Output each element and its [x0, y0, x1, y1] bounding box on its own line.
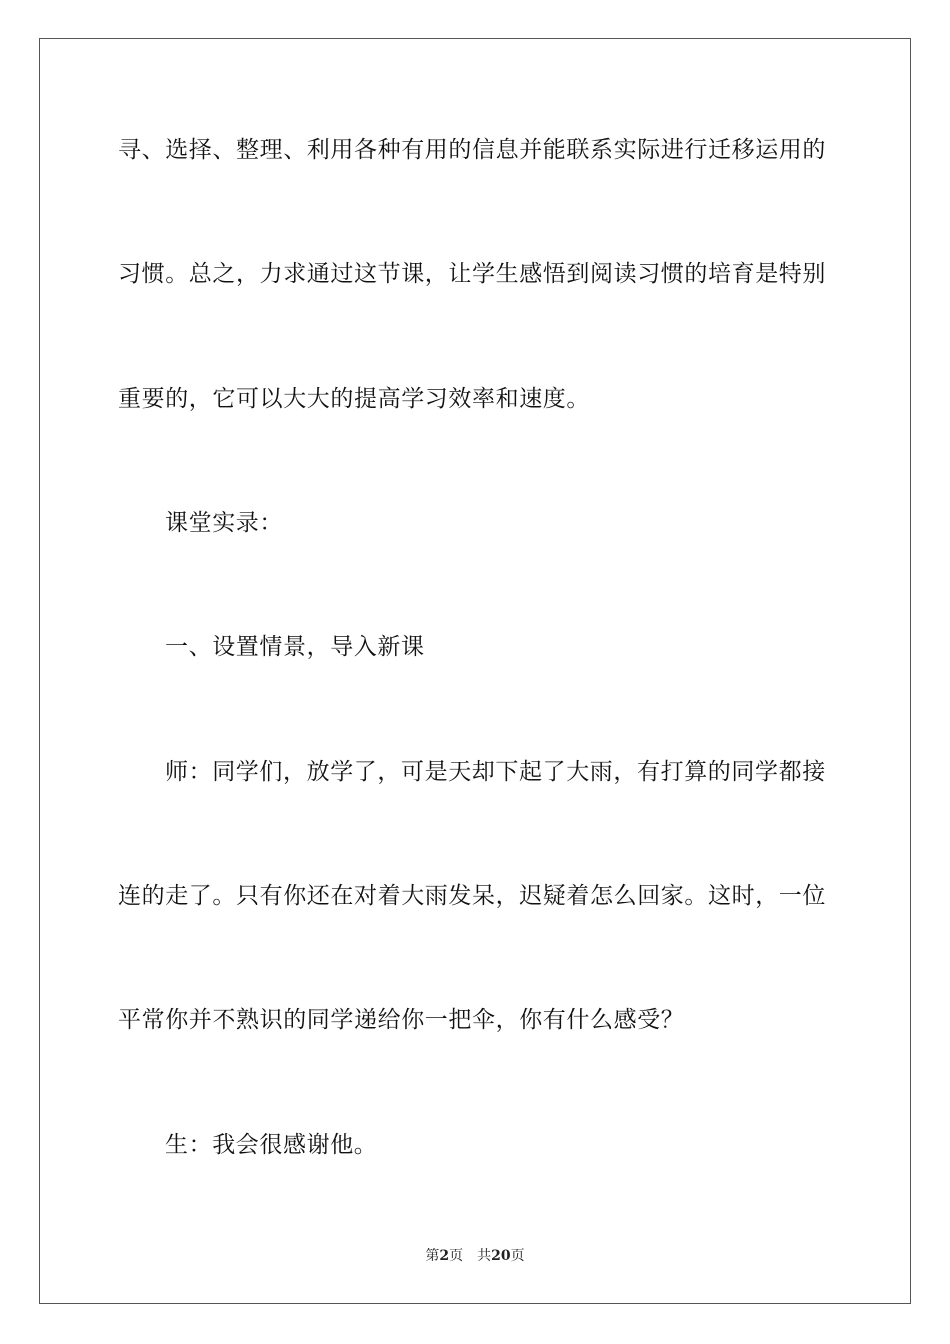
body-line-2: 习惯。总之，力求通过这节课，让学生感悟到阅读习惯的培育是特别	[118, 261, 826, 287]
teacher-line-1: 师：同学们，放学了，可是天却下起了大雨，有打算的同学都接	[165, 759, 826, 785]
section-heading: 课堂实录：	[165, 510, 283, 536]
footer-total-prefix: 共	[477, 1248, 492, 1264]
footer-total-suffix: 页	[510, 1248, 525, 1264]
page-footer	[0, 1246, 950, 1266]
body-line-3: 重要的，它可以大大的提高学习效率和速度。	[118, 386, 590, 412]
student-line: 生：我会很感谢他。	[165, 1132, 378, 1158]
footer-page-number: 2	[439, 1248, 450, 1264]
page-border	[39, 38, 911, 1304]
footer-page-suffix: 页	[449, 1248, 464, 1264]
teacher-line-2: 连的走了。只有你还在对着大雨发呆，迟疑着怎么回家。这时，一位	[118, 883, 826, 909]
footer-total-pages: 20	[491, 1248, 511, 1264]
body-line-1: 寻、选择、整理、利用各种有用的信息并能联系实际进行迁移运用的	[118, 137, 826, 163]
footer-page-prefix: 第	[425, 1248, 440, 1264]
subsection-heading: 一、设置情景，导入新课	[165, 634, 425, 660]
teacher-line-3: 平常你并不熟识的同学递给你一把伞，你有什么感受？	[118, 1007, 685, 1033]
